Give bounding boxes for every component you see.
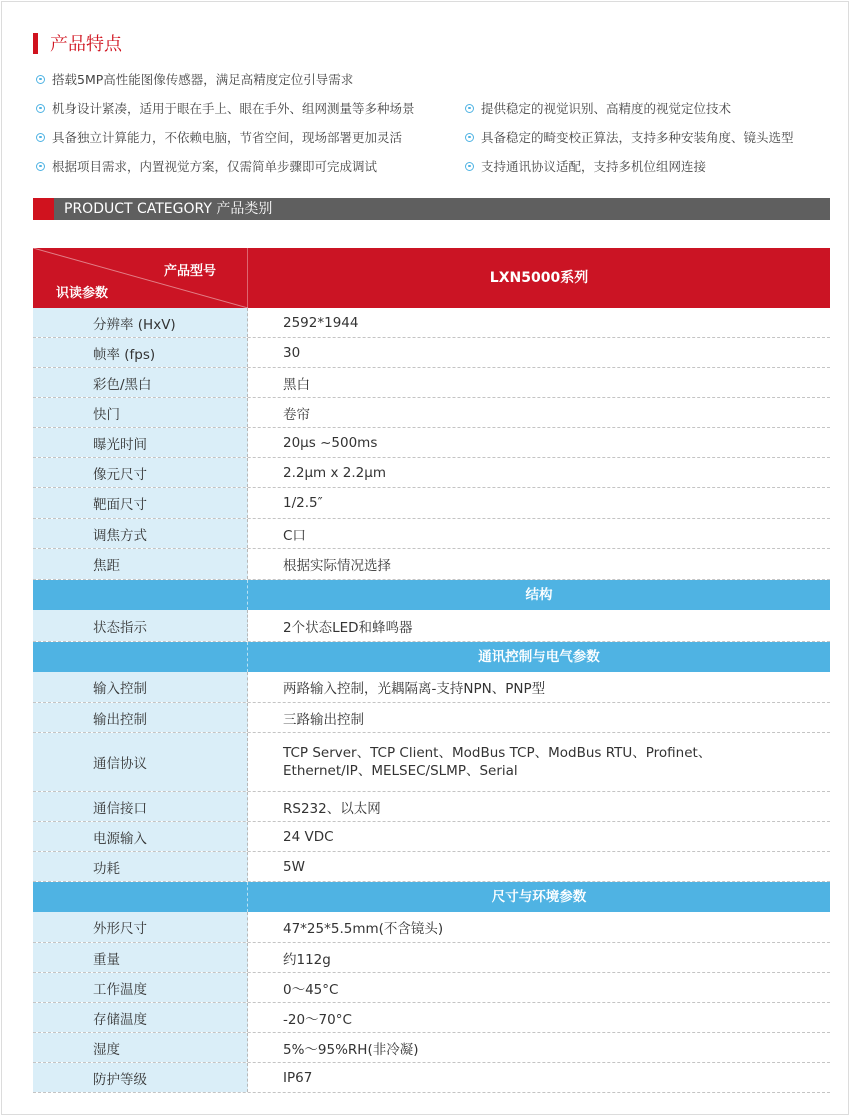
section-title-text: 产品特点: [50, 34, 122, 55]
table-row: [33, 338, 830, 368]
header-param-label: 识读参数: [56, 286, 109, 301]
circle-bullet-icon: [465, 162, 474, 171]
row-key: 输入控制: [33, 672, 248, 702]
table-row: [33, 610, 830, 642]
row-value: 24 VDC: [283, 828, 334, 845]
table-row: [33, 308, 830, 338]
row-value: IP67: [283, 1069, 313, 1086]
row-key: 工作温度: [33, 973, 248, 1002]
feature-text: 机身设计紧凑，适用于眼在手上、眼在手外、组网测量等多种场景: [52, 101, 415, 116]
row-value: 5%～95%RH(非冷凝): [283, 1041, 419, 1058]
row-value: C口: [283, 527, 306, 544]
section-header-text: 通讯控制与电气参数: [478, 649, 600, 665]
table-row: [33, 703, 830, 733]
row-value: 20μs ~500ms: [283, 434, 378, 451]
title-accent-bar: [33, 33, 38, 54]
row-key: 输出控制: [33, 703, 248, 732]
header-model-label: 产品型号: [164, 264, 217, 279]
row-key: 状态指示: [33, 610, 248, 641]
row-key: 调焦方式: [33, 519, 248, 548]
row-key: 存储温度: [33, 1003, 248, 1032]
feature-text: 具备稳定的畸变校正算法，支持多种安装角度、镜头选型: [481, 130, 794, 145]
feature-item: [36, 157, 377, 175]
row-value: 黑白: [283, 376, 310, 393]
row-key: 外形尺寸: [33, 912, 248, 942]
table-row: [33, 458, 830, 488]
row-value: 三路输出控制: [283, 711, 364, 728]
table-row: [33, 549, 830, 580]
table-row: [33, 973, 830, 1003]
table-row: [33, 733, 830, 792]
table-row: [33, 1033, 830, 1063]
row-key: 帧率 (fps): [33, 338, 248, 367]
circle-bullet-icon: [36, 104, 45, 113]
category-title: PRODUCT CATEGORY 产品类别: [64, 201, 273, 217]
row-value: 2个状态LED和蜂鸣器: [283, 619, 413, 636]
feature-item: [36, 70, 353, 88]
circle-bullet-icon: [465, 104, 474, 113]
row-key: 焦距: [33, 549, 248, 579]
table-row: [33, 488, 830, 519]
row-key: 湿度: [33, 1033, 248, 1062]
table-row: [33, 428, 830, 458]
table-row: [33, 912, 830, 943]
feature-text: 提供稳定的视觉识别、高精度的视觉定位技术: [481, 101, 732, 116]
row-value: 两路输入控制，光耦隔离-支持NPN、PNP型: [283, 681, 546, 697]
row-value: 约112g: [283, 951, 331, 968]
section-title: [33, 32, 122, 54]
table-row: [33, 368, 830, 398]
header-series: LXN5000系列: [489, 270, 589, 286]
table-row: [33, 1063, 830, 1093]
feature-item: [465, 99, 731, 117]
row-key: 通信接口: [33, 792, 248, 821]
row-value: 卷帘: [283, 406, 310, 423]
feature-text: 具备独立计算能力，不依赖电脑，节省空间，现场部署更加灵活: [52, 130, 403, 145]
row-key: 靶面尺寸: [33, 488, 248, 518]
row-value: -20～70°C: [283, 1011, 352, 1028]
table-row: [33, 822, 830, 852]
section-header-comm: [33, 642, 830, 672]
feature-text: 搭载5MP高性能图像传感器，满足高精度定位引导需求: [52, 72, 354, 87]
row-value: 30: [283, 344, 301, 361]
category-accent-block: [33, 198, 54, 220]
table-row: [33, 792, 830, 822]
feature-text: 支持通讯协议适配，支持多机位组网连接: [481, 159, 707, 174]
row-value: 5W: [283, 858, 305, 875]
row-key: 快门: [33, 398, 248, 427]
section-header-structure: [33, 580, 830, 610]
row-value: 1/2.5″: [283, 495, 323, 511]
circle-bullet-icon: [36, 162, 45, 171]
feature-item: [36, 128, 402, 146]
section-header-text: 结构: [525, 587, 553, 603]
feature-text: 根据项目需求，内置视觉方案，仅需简单步骤即可完成调试: [52, 159, 378, 174]
circle-bullet-icon: [36, 75, 45, 84]
table-row: [33, 943, 830, 973]
table-row: [33, 852, 830, 882]
row-key: 分辨率 (HxV): [33, 308, 248, 337]
spec-table: [33, 248, 830, 1093]
table-row: [33, 1003, 830, 1033]
row-key: 彩色/黑白: [33, 368, 248, 397]
row-value: 2.2μm x 2.2μm: [283, 464, 386, 481]
circle-bullet-icon: [465, 133, 474, 142]
feature-item: [465, 157, 706, 175]
row-key: 通信协议: [33, 733, 248, 791]
feature-item: [36, 99, 415, 117]
section-header-text: 尺寸与环境参数: [491, 889, 587, 905]
row-key: 像元尺寸: [33, 458, 248, 487]
table-row: [33, 672, 830, 703]
feature-item: [465, 128, 794, 146]
circle-bullet-icon: [36, 133, 45, 142]
row-key: 电源输入: [33, 822, 248, 851]
row-value: 0～45°C: [283, 981, 339, 998]
section-header-env: [33, 882, 830, 912]
row-key: 功耗: [33, 852, 248, 881]
row-value: 2592*1944: [283, 314, 359, 331]
row-key: 重量: [33, 943, 248, 972]
product-category-bar: [33, 198, 830, 220]
row-value: RS232、以太网: [283, 800, 381, 817]
row-key: 防护等级: [33, 1063, 248, 1092]
table-row: [33, 519, 830, 549]
table-header: [33, 248, 830, 308]
row-key: 曝光时间: [33, 428, 248, 457]
row-value: 47*25*5.5mm(不含镜头): [283, 921, 444, 937]
table-row: [33, 398, 830, 428]
row-value: TCP Server、TCP Client、ModBus TCP、ModBus RTU、Profinet、Ethernet/IP、MELSEC/SLMP、Serial: [283, 745, 712, 779]
row-value: 根据实际情况选择: [283, 558, 391, 574]
